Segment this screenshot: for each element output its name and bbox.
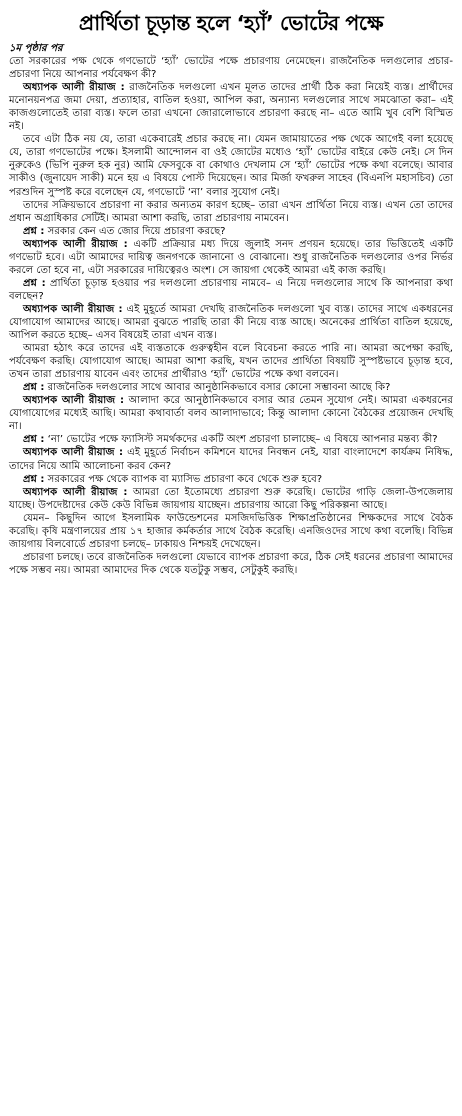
speaker-label: অধ্যাপক আলী রীয়াজ : (23, 82, 125, 94)
paragraph-text: সরকার কেন এত জোর দিয়ে প্রচারণা করছে? (44, 225, 226, 237)
paragraph-text: রাজনৈতিক দলগুলো এখন মূলত তাদের প্রার্থী ঠিক করা নিয়েই ব্যস্ত। প্রার্থীদের মনোনয়নপত্র জমা দেয়া, প্রত্যাহার, বাতিল হওয়া, আপিল করা, অন্যান্য দলগুলোর সাথে সমঝোতা করা– এই কাজগুলোতেই তারা ব্যস্ত। ফলে তারা এখনো জোরালোভাবে প্রচারণা করছে না– এতে আমি খুব বেশি বিস্মিত নই। (9, 82, 453, 133)
answer-paragraph (9, 303, 453, 342)
speaker-label: প্রশ্ন : (23, 434, 45, 446)
paragraph-text: রাজনৈতিক দলগুলোর সাথে আবার আনুষ্ঠানিকভাবে বসার কোনো সম্ভাবনা আছে কি? (44, 382, 391, 394)
speaker-label: অধ্যাপক আলী রীয়াজ : (23, 486, 128, 498)
paragraph (9, 512, 453, 551)
speaker-label: প্রশ্ন : (23, 225, 45, 237)
paragraph-text: প্রার্থিতা চূড়ান্ত হওয়ার পর দলগুলো প্রচারণায় নামবে– এ নিয়ে দলগুলোর সাথে কি আপনারা কথা বলছেন? (9, 277, 453, 302)
answer-paragraph (9, 394, 453, 433)
paragraph-text: আলাদা করে আনুষ্ঠানিকভাবে বসার আর তেমন সুযোগ নেই। আমরা একধরনের যোগাযোগের মধ্যেই আছি। আমরা কথাবার্তা বলব আলাদাভাবে; কিন্তু আলাদা কোনো বৈঠকের প্রয়োজন দেখছি না। (9, 395, 453, 433)
answer-paragraph (9, 486, 453, 512)
article-body (9, 42, 453, 577)
continued-from-label: ১ম পৃষ্ঠার পর (9, 43, 63, 54)
headline: প্রার্থিতা চূড়ান্ত হলে ‘হ্যাঁ’ ভোটের পক্ষে (78, 11, 384, 35)
answer-paragraph (9, 238, 453, 277)
question-paragraph (9, 225, 453, 238)
paragraph-text: আমরা তো ইতোমধ্যে প্রচারণা শুরু করেছি। ভোটের গাড়ি জেলা-উপজেলায় যাচ্ছে। উপদেষ্টাদের কেউ কেউ বিভিন্ন জায়গায় যাচ্ছেন। প্রচারণায় আরো কিছু পরিকল্পনা আছে। (9, 486, 453, 511)
paragraph (9, 342, 453, 381)
question-paragraph (9, 473, 453, 486)
speaker-label: প্রশ্ন : (23, 277, 46, 289)
paragraph-text: তবে এটা ঠিক নয় যে, তারা একেবারেই প্রচার করছে না। যেমন জামায়াতের পক্ষ থেকে আগেই বলা হয়েছে যে, তারা গণভোটের পক্ষে। ইসলামী আন্দোলন বা ওই জোটের মধ্যেও ‘হ্যাঁ’ ভোটের বাইরে কেউ নেই। সে দিন নুরুকেও (ভিপি নুরুল হক নুর) আমি ফেসবুকে বা কোথাও দেখলাম সে ‘হ্যাঁ’ ভোটের পক্ষে কথা বলেছে। আবার সাকীও (জুনায়েদ সাকী) মনে হয় এ বিষয়ে পোস্ট দিয়েছেন। আর মির্জা ফখরুল সাহেব (বিএনপি মহাসচিব) তো পরশুদিন সুস্পষ্ট করে বলেছেন যে, গণভোটে ‘না’ বলার সুযোগ নেই। (9, 134, 453, 198)
paragraph (9, 55, 453, 81)
paragraph-text: প্রচারণা চলছে। তবে রাজনৈতিক দলগুলো যেভাবে ব্যাপক প্রচারণা করে, ঠিক সেই ধরনের প্রচারণা আমাদের পক্ষে সম্ভব নয়। আমরা আমাদের দিক থেকে যতটুকু সম্ভব, সেটুকুই করছি। (9, 551, 453, 576)
answer-paragraph (9, 81, 453, 133)
paragraph (9, 199, 453, 225)
paragraph (9, 551, 453, 577)
question-paragraph (9, 433, 453, 446)
question-paragraph (9, 381, 453, 394)
paragraph-text: ‘না’ ভোটের পক্ষে ফ্যাসিস্ট সমর্থকদের একটি অংশ প্রচারণা চালাচ্ছে– এ বিষয়ে আপনার মন্তব্য কী? (44, 434, 438, 446)
paragraph-text: আমরা হঠাৎ করে তাদের এই ব্যস্ততাকে গুরুত্বহীন বলে বিবেচনা করতে পারি না। আমরা অপেক্ষা করছি, পর্যবেক্ষণ করছি। যোগাযোগ আছে। আমরা আশা করছি, যখন তাদের প্রার্থিতা বিষয়টি সুস্পষ্টভাবে চূড়ান্ত হবে, তখন তারা প্রচারণায় যাবেন এবং তাদের প্রার্থীরাও ‘হ্যাঁ’ ভোটের পক্ষে কথা বলবেন। (9, 343, 453, 381)
paragraph-text: সরকারের পক্ষ থেকে ব্যাপক বা ম্যাসিভ প্রচারণা কবে থেকে শুরু হবে? (44, 473, 323, 485)
speaker-label: অধ্যাপক আলী রীয়াজ : (23, 238, 128, 250)
speaker-label: অধ্যাপক আলী রীয়াজ : (23, 303, 123, 315)
answer-paragraph (9, 446, 453, 472)
speaker-label: অধ্যাপক আলী রীয়াজ : (23, 447, 124, 459)
paragraph (9, 133, 453, 198)
paragraph-text: যেমন– কিছুদিন আগে ইসলামিক ফাউন্ডেশনের মসজিদভিত্তিক শিক্ষাপ্রতিষ্ঠানের শিক্ষকদের সাথে বৈঠক করেছি। কৃষি মন্ত্রণালয়ের প্রায় ১৭ হাজার কর্মকর্তার সাথে বৈঠক করেছি। এনজিওদের সাথে কথা বলেছি। বিভিন্ন জায়গায় বিলবোর্ডে প্রচারণা চলছে– ঢাকায়ও নিশ্চয়ই দেখেছেন। (9, 512, 453, 550)
paragraph-text: একটি প্রক্রিয়ার মধ্য দিয়ে জুলাই সনদ প্রণয়ন হয়েছে। তার ভিত্তিতেই একটি গণভোট হবে। এটা আমাদের দায়িত্ব জনগণকে জানানো ও বোঝানো। শুধু রাজনৈতিক দলগুলোর ওপর নির্ভর করলে তো হবে না, এটা সরকারের দায়িত্বেরও অংশ। সে জায়গা থেকেই আমরা এই কাজ করছি। (9, 238, 453, 276)
paragraph-text: তাদের সক্রিয়ভাবে প্রচারণা না করার অন্যতম কারণ হচ্ছে– তারা এখন প্রার্থিতা নিয়ে ব্যস্ত। এখন তো তাদের প্রধান অগ্রাধিকার সেটিই। আমরা আশা করছি, তারা প্রচারণায় নামবেন। (9, 199, 453, 224)
speaker-label: প্রশ্ন : (23, 473, 45, 485)
speaker-label: প্রশ্ন : (23, 382, 45, 394)
paragraph-text: তো সরকারের পক্ষ থেকে গণভোটে ‘হ্যাঁ’ ভোটের পক্ষে প্রচারণায় নেমেছেন। রাজনৈতিক দলগুলোর প্রচার-প্রচারণা নিয়ে আপনার পর্যবেক্ষণ কী? (9, 56, 453, 81)
paragraph-text: এই মুহূর্তে নির্বাচন কমিশনে যাদের নিবন্ধন নেই, যারা বাংলাদেশে কার্যক্রম নিষিদ্ধ, তাদের নিয়ে আমি আলোচনা করব কেন? (9, 447, 453, 472)
speaker-label: অধ্যাপক আলী রীয়াজ : (23, 395, 125, 407)
paragraph-text: এই মুহূর্তে আমরা দেখছি রাজনৈতিক দলগুলো খুব ব্যস্ত। তাদের সাথে একধরনের যোগাযোগ আমাদের আছে। আমরা বুঝতে পারছি তারা কী নিয়ে ব্যস্ত আছে। অনেকের প্রার্থিতা বাতিল হয়েছে, আপিল করতে হচ্ছে– এসব বিষয়েই তারা এখন ব্যস্ত। (9, 303, 453, 342)
question-paragraph (9, 277, 453, 303)
